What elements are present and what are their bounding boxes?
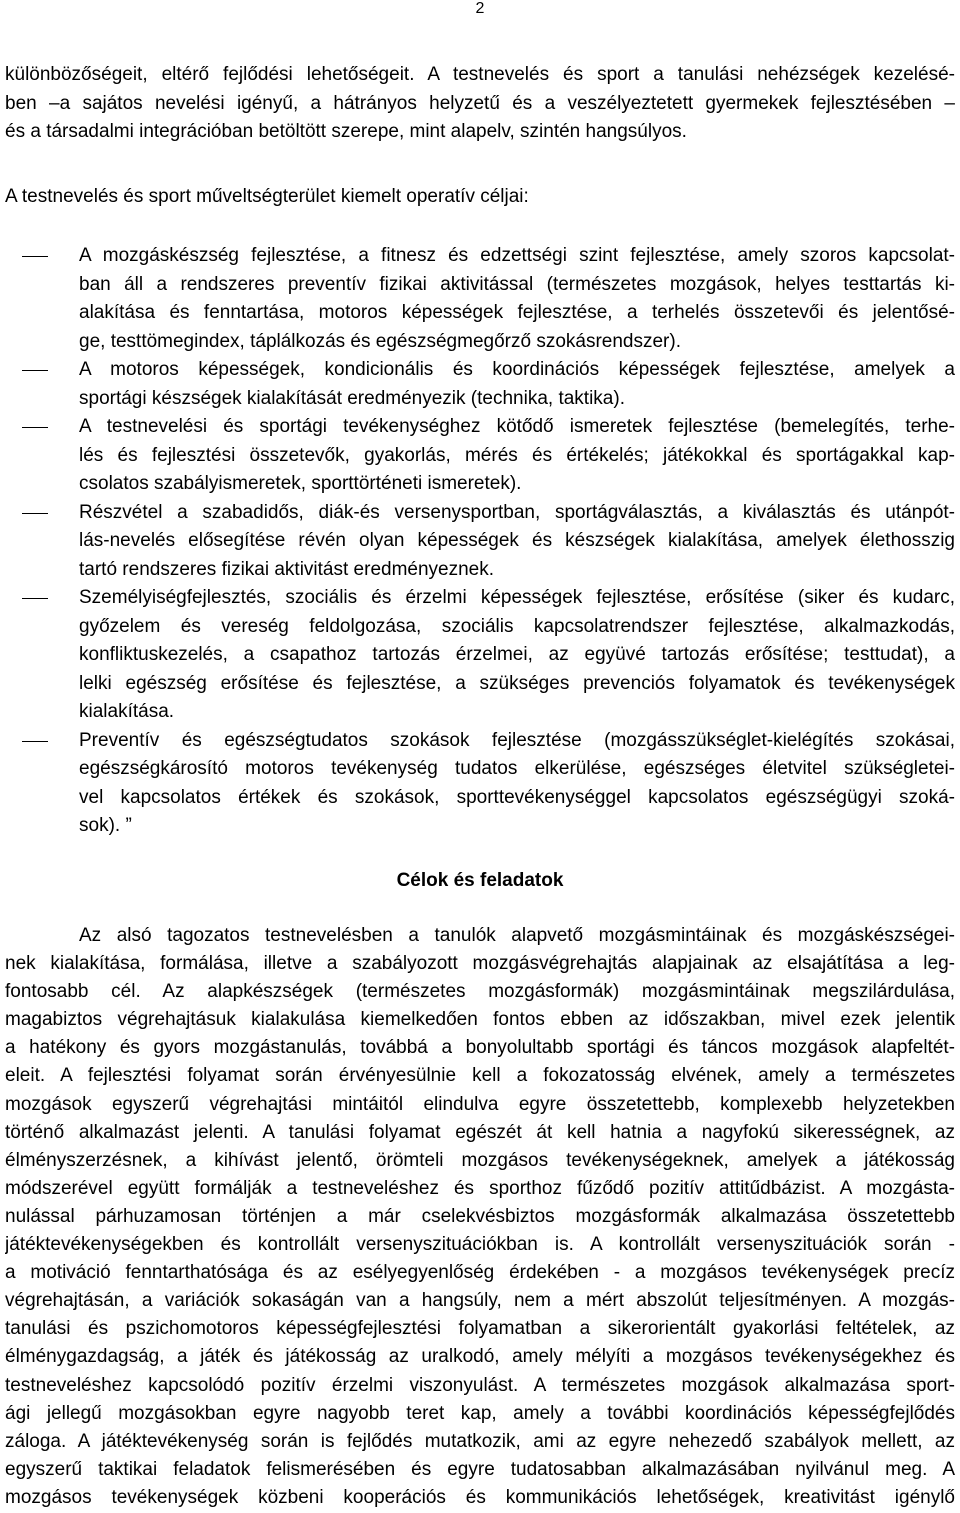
page-number: 2	[475, 0, 485, 17]
text-line: nulással párhuzamosan történjen a már cselekvésbiztos mozgásformák alkalmazása összetettebb	[5, 1205, 955, 1227]
list-dash-bullet	[22, 256, 48, 257]
text-line: a motiváció fenntarthatósága és az esélyegyenlőség érdekében - a mozgásos tevékenységek precíz	[5, 1262, 955, 1284]
text-line: A testnevelési és sportági tevékenységhez kötődő ismeretek fejlesztése (bemelegítés, terhe-	[79, 416, 955, 437]
text-line: ben –a sajátos nevelési igényű, a hátrányos helyzetű és a veszélyeztetett gyermekek fejlesztésében –	[5, 92, 955, 114]
text-line: A motoros képességek, kondicionális és koordinációs képességek fejlesztése, amelyek a	[79, 359, 955, 380]
intro-paragraph	[5, 61, 955, 147]
text-line: testneveléshez kapcsolódó pozitív érzelmi viszonyulást. A természetes mozgások alkalmazása sport-	[5, 1374, 955, 1396]
text-line: magabiztos végrehajtásuk kialakulása kiemelkedően fontos ebben az időszakban, mivel ezek jelentik	[5, 1009, 955, 1031]
list-dash-bullet	[22, 598, 48, 599]
text-line: Az alsó tagozatos testnevelésben a tanulók alapvető mozgásmintáinak és mozgáskészségei-	[79, 925, 955, 946]
text-line: Preventív és egészségtudatos szokások fejlesztése (mozgásszükséglet-kielégítés szokásai,	[79, 729, 955, 751]
text-line: a hatékony és gyors mozgástanulás, továbbá a bonyolultabb sportági és táncos mozgások alapfeltét-	[5, 1037, 955, 1059]
text-line: lás-nevelés elősegítése révén olyan képességek és készségek kialakítása, amelyek élethosszig	[79, 530, 955, 551]
list-item	[0, 242, 955, 356]
section-heading: Célok és feladatok	[396, 870, 564, 891]
text-line: lelki egészség erősítése és fejlesztése, a szükséges prevenciós folyamatok és tevékenységek	[79, 672, 955, 694]
list-dash-bullet	[22, 513, 48, 514]
text-line: mozgások egyszerű végrehajtási mintáitól elindulva egyre összetettebb, komplexebb helyzetekben	[5, 1093, 955, 1115]
text-line: ban áll a rendszeres preventív fizikai aktivitással (természetes mozgások, helyes testtartás ki-	[79, 273, 955, 295]
list-item	[0, 499, 955, 585]
text-line: lés és fejlesztési összetevők, gyakorlás, mérés és értékelés; játékokkal és sportágakkal kap-	[79, 444, 955, 466]
text-line: Részvétel a szabadidős, diák-és versenysportban, sportágválasztás, a kiválasztás és utánpót-	[79, 501, 955, 523]
text-line: tartó rendszeres fizikai aktivitást eredményeznek.	[79, 558, 495, 580]
text-line: végrehajtásán, a variációk sokaságán van a hangsúly, nem a mért abszolút teljesítményen. A mozgás-	[5, 1290, 955, 1312]
text-line: győzelem és vereség feldolgozása, szociális kapcsolatrendszer fejlesztése, alkalmazkodás,	[79, 615, 955, 637]
text-line: játéktevékenységekben és kontrollált versenyszituációkban is. A kontrollált versenyszituációk során -	[5, 1234, 955, 1256]
text-line: mozgásos tevékenységek közbeni kooperációs és kommunikációs lehetőségek, kreativitást igénylő	[5, 1486, 955, 1508]
list-dash-bullet	[22, 427, 48, 428]
text-line: eleit. A fejlesztési folyamat során érvényesülnie kell a fokozatosság elvének, amely a természetes	[5, 1065, 955, 1087]
text-line: sportági készségek kialakítását eredményezik (technika, taktika).	[79, 387, 625, 409]
main-paragraph	[5, 922, 955, 1512]
text-line: A mozgáskészség fejlesztése, a fitnesz és edzettségi szint fejlesztése, amely szoros kapcsolat-	[79, 245, 955, 266]
text-line: sok). ”	[79, 815, 132, 836]
text-line: fontosabb cél. Az alapkészségek (természetes mozgásformák) mozgásmintáinak megszilárdulása,	[5, 981, 955, 1003]
list-dash-bullet	[22, 370, 48, 371]
text-line: konfliktuskezelés, a csapathoz tartozás érzelmei, az együvé tartozás erősítése; testtudat), a	[79, 644, 955, 665]
text-line: csolatos szabályismeretek, sporttörténeti ismeretek).	[79, 473, 522, 494]
text-line: élményszerzésnek, a kihívást jelentő, örömteli mozgásos tevékenységeknek, amelyek a játékosság	[5, 1149, 955, 1171]
text-line: módszerével együtt formálják a testneveléshez és sporthoz fűződő pozitív attitűdbázist. A mozgásta-	[5, 1177, 955, 1199]
list-dash-bullet	[22, 741, 48, 742]
list-item	[0, 413, 955, 499]
list-item	[0, 727, 955, 841]
list-item	[0, 356, 955, 413]
text-line: záloga. A játéktevékenység során is fejlődés mutatkozik, ami az egyre nehezedő szabályok mellett, az	[5, 1430, 955, 1452]
text-line: alakítása és fenntartása, motoros képességek fejlesztése, a terhelés összetevői és jelentősé-	[79, 302, 955, 323]
text-line: tanulási és pszichomotoros képességfejlesztési folyamatban a sikerorientált gyakorlási feltételek, az	[5, 1318, 955, 1340]
list-item	[0, 584, 955, 727]
text-line: vel kapcsolatos értékek és szokások, sporttevékenységgel kapcsolatos egészségügyi szoká-	[79, 786, 955, 808]
text-line: ge, testtömegindex, táplálkozás és egészségmegőrző szokásrendszer).	[79, 330, 681, 352]
text-line: nek kialakítása, formálása, illetve a szabályozott mozgásvégrehajtás alapjainak az elsajátítása a leg-	[5, 953, 955, 975]
text-line: történő alkalmazást jelenti. A tanulási folyamat egészét át kell hatnia a nagyfokú sikerességnek, az	[5, 1121, 955, 1143]
text-line: Személyiségfejlesztés, szociális és érzelmi képességek fejlesztése, erősítése (siker és kudarc,	[79, 587, 955, 608]
goals-intro: A testnevelés és sport műveltségterület kiemelt operatív céljai:	[5, 186, 529, 207]
text-line: ági jellegű mozgásokban egyre nagyobb teret kap, amely a további koordinációs képességfejlődés	[5, 1402, 955, 1424]
goals-list	[0, 242, 955, 841]
text-line: élménygazdagság, a játék és játékosság az uralkodó, amely mélyíti a mozgásos tevékenységekhez és	[5, 1346, 955, 1368]
text-line: kialakítása.	[79, 701, 175, 722]
text-line: és a társadalmi integrációban betöltött szerepe, mint alapelv, szintén hangsúlyos.	[5, 121, 687, 142]
text-line: egyszerű taktikai feladatok felismerésében és egyre tudatosabban alkalmazásában nyilvánul meg. A	[5, 1458, 955, 1480]
text-line: egészségkárosító motoros tevékenység tudatos elkerülése, egészséges életvitel szükségletei-	[79, 758, 955, 779]
text-line: különbözőségeit, eltérő fejlődési lehetőségeit. A testnevelés és sport a tanulási nehézségek kezelésé-	[5, 64, 955, 85]
